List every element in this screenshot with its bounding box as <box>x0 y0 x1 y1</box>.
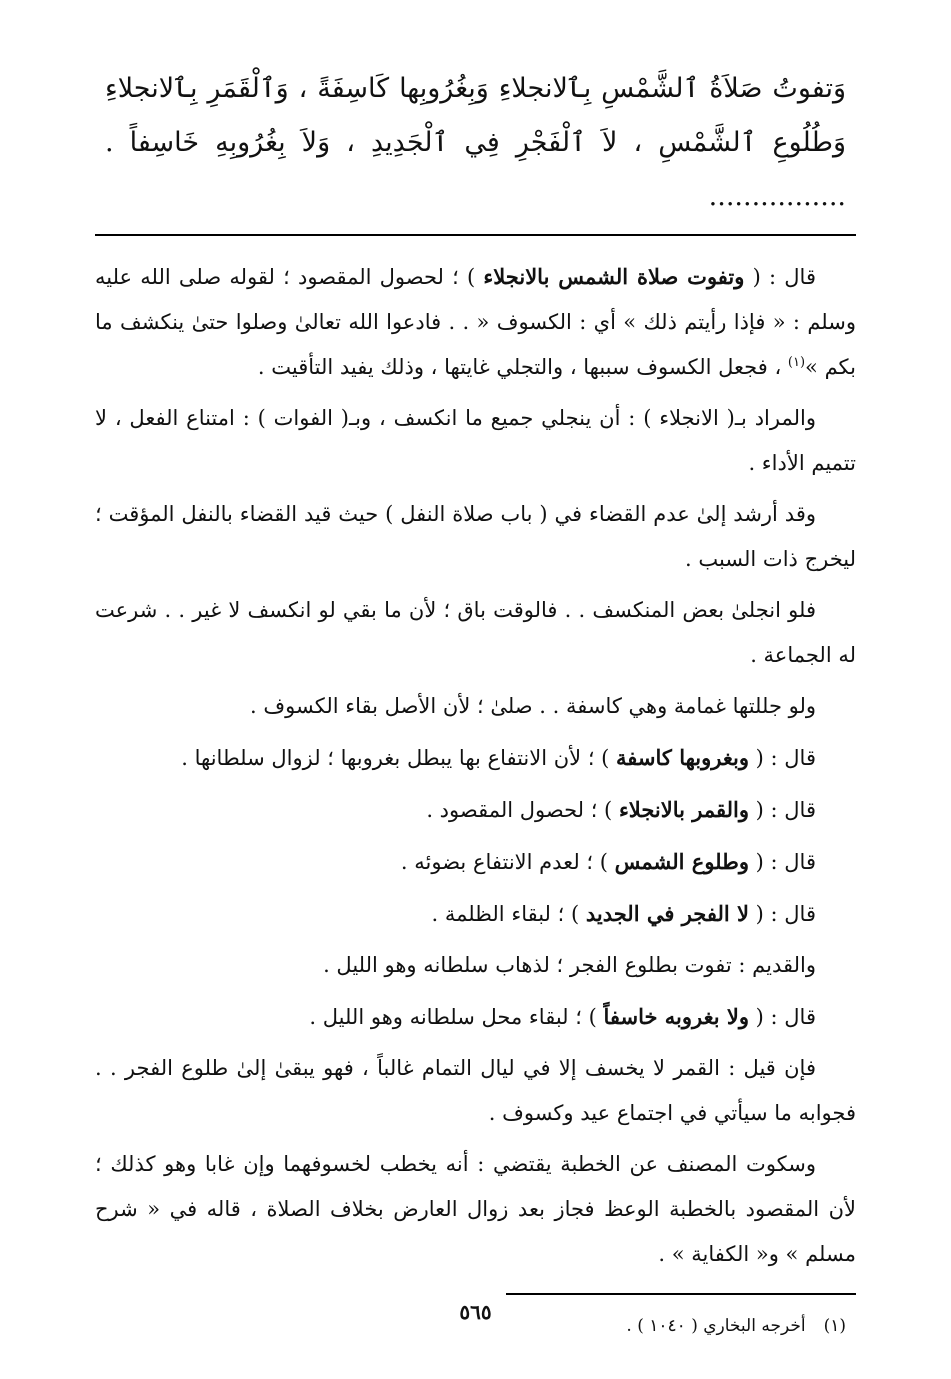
commentary-paragraph: فلو انجلىٰ بعض المنكسف . . فالوقت باق ؛ لأن ما بقي لو انكسف لا غير . . شرعت له الجماعة . <box>95 598 856 667</box>
quoted-matn: لا الفجر في الجديد <box>585 901 749 926</box>
paragraph-text: ) ؛ لبقاء الظلمة . <box>431 902 586 926</box>
commentary-paragraph <box>95 994 856 1040</box>
paragraph-text: ) ؛ لعدم الانتفاع بضوئه . <box>400 850 615 874</box>
commentary <box>95 254 856 1277</box>
paragraph-text: ) ؛ لبقاء محل سلطانه وهو الليل . <box>309 1005 604 1029</box>
page-number: ٥٦٥ <box>459 1300 492 1324</box>
matn-line: وَتفوتُ صَلاَةُ ٱلشَّمْسِ بِٱلانجلاءِ وَبِغُرُوبِها كَاسِفَةً ، وَٱلْقَمَرِ بِٱلانجلاءِ وَطُلُوعِ ٱلشَّمْسِ ، لاَ ٱلْفَجْرِ فِي ٱلْجَدِيدِ ، وَلاَ بِغُرُوبِهِ خَاسِفاً . <box>105 73 846 158</box>
quoted-matn: وتفوت صلاة الشمس بالانجلاء <box>483 264 745 289</box>
paragraph-text: قال : ( <box>749 798 816 822</box>
paragraph-text: قال : ( <box>744 265 816 289</box>
commentary-paragraph <box>95 735 856 781</box>
quoted-matn: ولا بغروبه خاسفاً <box>603 1004 749 1029</box>
commentary-paragraph: وقد أرشد إلىٰ عدم القضاء في ( باب صلاة النفل ) حيث قيد القضاء بالنفل المؤقت ؛ ليخرج ذات السبب . <box>95 502 856 571</box>
paragraph-text: قال : ( <box>749 850 816 874</box>
commentary-paragraph: والمراد بـ( الانجلاء ) : أن ينجلي جميع ما انكسف ، وبـ( الفوات ) : امتناع الفعل ، لا تتميم الأداء . <box>95 406 856 475</box>
footnote-reference[interactable]: (١) <box>787 355 806 370</box>
paragraph-text: ) ؛ لحصول المقصود . <box>426 798 619 822</box>
paragraph-text: قال : ( <box>749 1005 816 1029</box>
matn-text <box>95 62 856 224</box>
commentary-paragraph: ولو جللتها غمامة وهي كاسفة . . صلىٰ ؛ لأن الأصل بقاء الكسوف . <box>250 694 816 718</box>
matn-separator-rule <box>95 234 856 236</box>
quoted-matn: وطلوع الشمس <box>614 849 749 874</box>
quoted-matn: وبغروبها كاسفة <box>616 745 749 770</box>
commentary-paragraph: والقديم : تفوت بطلوع الفجر ؛ لذهاب سلطانه وهو الليل . <box>323 953 816 977</box>
book-page <box>95 62 856 1339</box>
paragraph-text: قال : ( <box>749 746 816 770</box>
commentary-paragraph <box>95 891 856 937</box>
commentary-paragraph: فإن قيل : القمر لا يخسف إلا في ليال التمام غالباً ، فهو يبقىٰ إلىٰ طلوع الفجر . . فجوابه ما سيأتي في اجتماع عيد وكسوف . <box>95 1056 856 1125</box>
commentary-paragraph: وسكوت المصنف عن الخطبة يقتضي : أنه يخطب لخسوفهما وإن غابا وهو كذلك ؛ لأن المقصود بالخطبة الوعظ فجاز بعد زوال العارض بخلاف الصلاة ، قاله في « شرح مسلم » و« الكفاية » . <box>95 1152 856 1266</box>
paragraph-text: ) ؛ لحصول المقصود ؛ لقوله صلى الله عليه وسلم : « فإذا رأيتم ذلك » أي : الكسوف « . . فادعوا الله تعالىٰ وصلوا حتىٰ ينكشف ما بكم » <box>95 265 856 379</box>
footnote-text: أخرجه البخاري ( ١٠٤٠ ) . <box>626 1316 806 1336</box>
commentary-paragraph <box>95 787 856 833</box>
paragraph-text: قال : ( <box>749 902 816 926</box>
quoted-matn: والقمر بالانجلاء <box>618 797 749 822</box>
paragraph-text: ، فجعل الكسوف سببها ، والتجلي غايتها ، وذلك يفيد التأقيت . <box>257 355 788 379</box>
commentary-paragraph <box>95 254 856 390</box>
footnote-separator-rule <box>506 1293 856 1295</box>
paragraph-text: ) ؛ لأن الانتفاع بها يبطل بغروبها ؛ لزوال سلطانها . <box>181 746 617 770</box>
footnote-number: (١) <box>823 1316 846 1336</box>
commentary-paragraph <box>95 839 856 885</box>
matn-continuation-dots: ................ <box>708 181 846 212</box>
